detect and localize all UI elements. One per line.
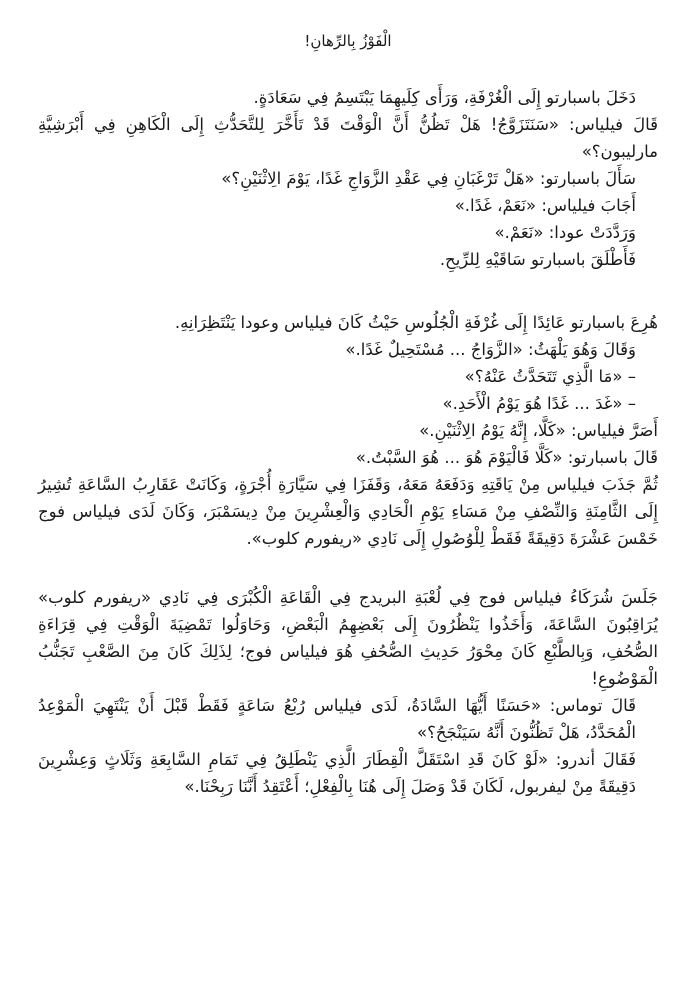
paragraph: وَقَالَ وَهُوَ يَلْهَثُ: «الزَّوَاجُ ... مُسْتَحِيلٌ غَدًا.» — [345, 340, 636, 359]
paragraph: سَأَلَ باسبارتو: «هَلْ تَرْغَبَانِ فِي عَقْدِ الزَّوَاجِ غَدًا، يَوْمَ الِاثْنَيْنِ؟» — [221, 169, 636, 188]
section-return — [38, 309, 658, 552]
paragraph: دَخَلَ باسبارتو إِلَى الْغُرْفَةِ، وَرَأَى كِلَيهِمَا يَبْتَسِمُ فِي سَعَادَةٍ. — [253, 88, 636, 107]
section-arrival — [38, 84, 658, 273]
paragraph: قَالَ باسبارتو: «كَلَّا فَالْيَوْمَ هُوَ ... هُوَ السَّبْتُ.» — [355, 448, 658, 467]
paragraph: قَالَ فيلياس: «سَنَتَزَوَّجُ! هَلْ تَظُنُّ أَنَّ الْوَقْتَ قَدْ تَأَخَّرَ لِلتَّحَدُّثِ إِلَى الْكَاهِنِ فِي أَبْرَشِيَّةِ مارليبون؟» — [38, 115, 658, 161]
paragraph: أَصَرَّ فيلياس: «كَلَّا، إِنَّهُ يَوْمُ الِاثْنَيْنِ.» — [419, 421, 658, 440]
page-title: الْفَوْزُ بِالرِّهانِ! — [304, 32, 392, 50]
paragraph: فَأَطْلَقَ باسبارتو سَاقَيْهِ لِلرِّيحِ. — [439, 250, 636, 269]
paragraph: ثُمَّ جَذَبَ فيلياس مِنْ يَاقَتِهِ وَدَفَعَهُ مَعَهُ، وَقَفَزَا فِي سَيَّارَةِ أُجْرَةٍ، وَكَانَتْ عَقَارِبُ السَّاعَةِ تُشِيرُ إِلَى الثَّامِنَةِ وَالنِّصْفِ مِنْ مَسَاءِ يَوْمِ الْحَادِي وَالْعِشْرِينَ مِنْ دِيسَمْبَرَ، وَكَانَ لَدَى فيلياس فوج خَمْسَ عَشْرَةَ دَقِيقَةً فَقَطْ لِلْوُصُولِ إِلَى نَادِي «ريفورم كلوب». — [38, 475, 658, 548]
paragraph: هُرِعَ باسبارتو عَائِدًا إِلَى غُرْفَةِ الْجُلُوسِ حَيْثُ كَانَ فيلياس وعودا يَنْتَظِرَانِهِ. — [174, 313, 658, 332]
paragraph: قَالَ توماس: «حَسَنًا أَيُّهَا السَّادَةُ، لَدَى فيلياس رُبْعُ سَاعَةٍ فَقَطْ قَبْلَ أَنْ يَنْتَهِيَ الْمَوْعِدُ الْمُحَدَّدُ، هَلْ تَظُنُّونَ أَنَّهُ سَيَنْجَحُ؟» — [38, 696, 636, 742]
paragraph: وَرَدَّدَتْ عودا: «نَعَمْ.» — [494, 223, 636, 242]
dialogue-line: – «مَا الَّذِي تَتَحَدَّثُ عَنْهُ؟» — [464, 367, 636, 386]
dialogue-line: – «غَدَ ... غَدًا هُوَ يَوْمُ الْأَحَدِ.» — [442, 394, 636, 413]
section-club — [38, 584, 658, 800]
paragraph: أَجَابَ فيلياس: «نَعَمْ، غَدًا.» — [454, 196, 636, 215]
paragraph: فَقَالَ أندرو: «لَوْ كَانَ قَدِ اسْتَقَلَّ الْقِطَارَ الَّذِي يَنْطَلِقُ فِي تَمَامِ السَّابِعَةِ وَثَلَاثٍ وَعِشْرِينَ دَقِيقَةً مِنْ ليفربول، لَكَانَ قَدْ وَصَلَ إِلَى هُنَا بِالْفِعْلِ؛ أَعْتَقِدُ أَنَّنَا رَبِحْنَا.» — [38, 750, 636, 796]
paragraph: جَلَسَ شُرَكَاءُ فيلياس فوج فِي لُعْبَةِ البريدج فِي الْقَاعَةِ الْكُبْرَى فِي نَادِي «ريفورم كلوب» يُرَاقِبُونَ السَّاعَةَ، وَأَخَذُوا يَنْظُرُونَ إِلَى بَعْضِهِمُ الْبَعْضِ، وَحَاوَلُوا تَمْضِيَةَ الْوَقْتِ فِي قِرَاءَةِ الصُّحُفِ، وَبِالطَّبْعِ كَانَ مِحْوَرُ حَدِيثِ الصُّحُفِ هُوَ فيلياس فوج؛ لِذَلِكَ كَانَ مِنَ الصَّعْبِ تَجَنُّبُ الْمَوْضُوعِ! — [38, 588, 658, 688]
